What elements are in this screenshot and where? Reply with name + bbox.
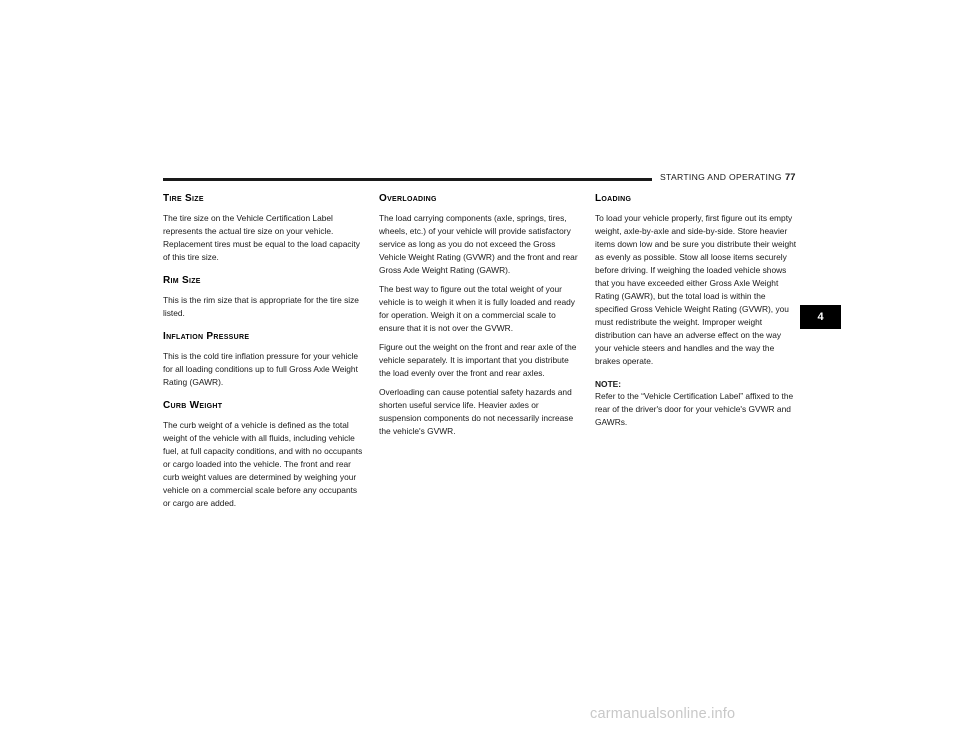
heading-inflation-pressure: Inflation Pressure: [163, 331, 250, 342]
header-rule: [163, 178, 652, 181]
text-tire-size: The tire size on the Vehicle Certification Label represents the actual tire size on your vehicle. Replacement tires must be equal to the load capacity of this tire size.: [163, 213, 360, 262]
text-curb-weight: The curb weight of a vehicle is defined as the total weight of the vehicle with all fluids, including vehicle fuel, at full capacity conditions, and with no occupants or cargo loaded into the vehicle. The front and rear curb weight values are determined by weighing your vehicle on a commercial scale before any occupants or cargo are added.: [163, 420, 363, 508]
heading-tire-size: Tire Size: [163, 193, 204, 204]
column-right: [595, 192, 799, 435]
chapter-tab: [800, 305, 841, 329]
note-text: Refer to the “Vehicle Certification Label” affixed to the rear of the driver's door for your vehicle's GVWR and GAWRs.: [595, 391, 794, 427]
section-curb-weight: [163, 399, 365, 510]
text-loading: To load your vehicle properly, first figure out its empty weight, axle-by-axle and side-by-side. Store heavier items down low and be sure you distribute their weight as evenly as possible. Stow all loose items securely before driving. If weighing the loaded vehicle shows that you have exceeded either Gross Axle Weight Rating (GAWR), but the total load is within the specified Gross Vehicle Weight Rating (GVWR), you must redistribute the weight. Improper weight distribution can have an adverse effect on the way your vehicle steers and handles and the way the brakes operate.: [595, 213, 797, 366]
heading-rim-size: Rim Size: [163, 275, 201, 286]
section-overloading: [379, 192, 581, 438]
text-rim-size: This is the rim size that is appropriate for the tire size listed.: [163, 295, 359, 318]
section-loading: [595, 192, 799, 429]
text-overloading-1: The load carrying components (axle, springs, tires, wheels, etc.) of your vehicle will provide satisfactory service as long as you do not exceed the Gross Vehicle Weight Rating (GVWR) and the front and rear Gross Axle Weight Rating (GAWR).: [379, 213, 578, 275]
text-inflation-pressure: This is the cold tire inflation pressure for your vehicle for all loading conditions up to full Gross Axle Weight Rating (GAWR).: [163, 351, 359, 387]
text-overloading-2: The best way to figure out the total weight of your vehicle is to weigh it when it is fully loaded and ready for operation. Weigh it on a commercial scale to ensure that it is not over the GVWR.: [379, 284, 575, 333]
page-number: 77: [785, 171, 796, 182]
section-title: STARTING AND OPERATING: [660, 172, 782, 182]
heading-curb-weight: Curb Weight: [163, 400, 223, 411]
section-tire-size: [163, 192, 365, 264]
column-middle: [379, 192, 581, 444]
text-overloading-4: Overloading can cause potential safety hazards and shorten useful service life. Heavier axles or suspension components do not necessarily increase the vehicle's GVWR.: [379, 387, 574, 436]
text-overloading-3: Figure out the weight on the front and rear axle of the vehicle separately. It is important that you distribute the load evenly over the front and rear axles.: [379, 342, 577, 378]
chapter-tab-number: 4: [817, 311, 824, 323]
section-inflation-pressure: [163, 330, 365, 389]
section-rim-size: [163, 274, 365, 320]
watermark-text: carmanualsonline.info: [590, 706, 736, 722]
column-left: [163, 192, 365, 516]
heading-overloading: Overloading: [379, 193, 437, 204]
heading-loading: Loading: [595, 193, 632, 204]
note-label: NOTE:: [595, 379, 622, 389]
